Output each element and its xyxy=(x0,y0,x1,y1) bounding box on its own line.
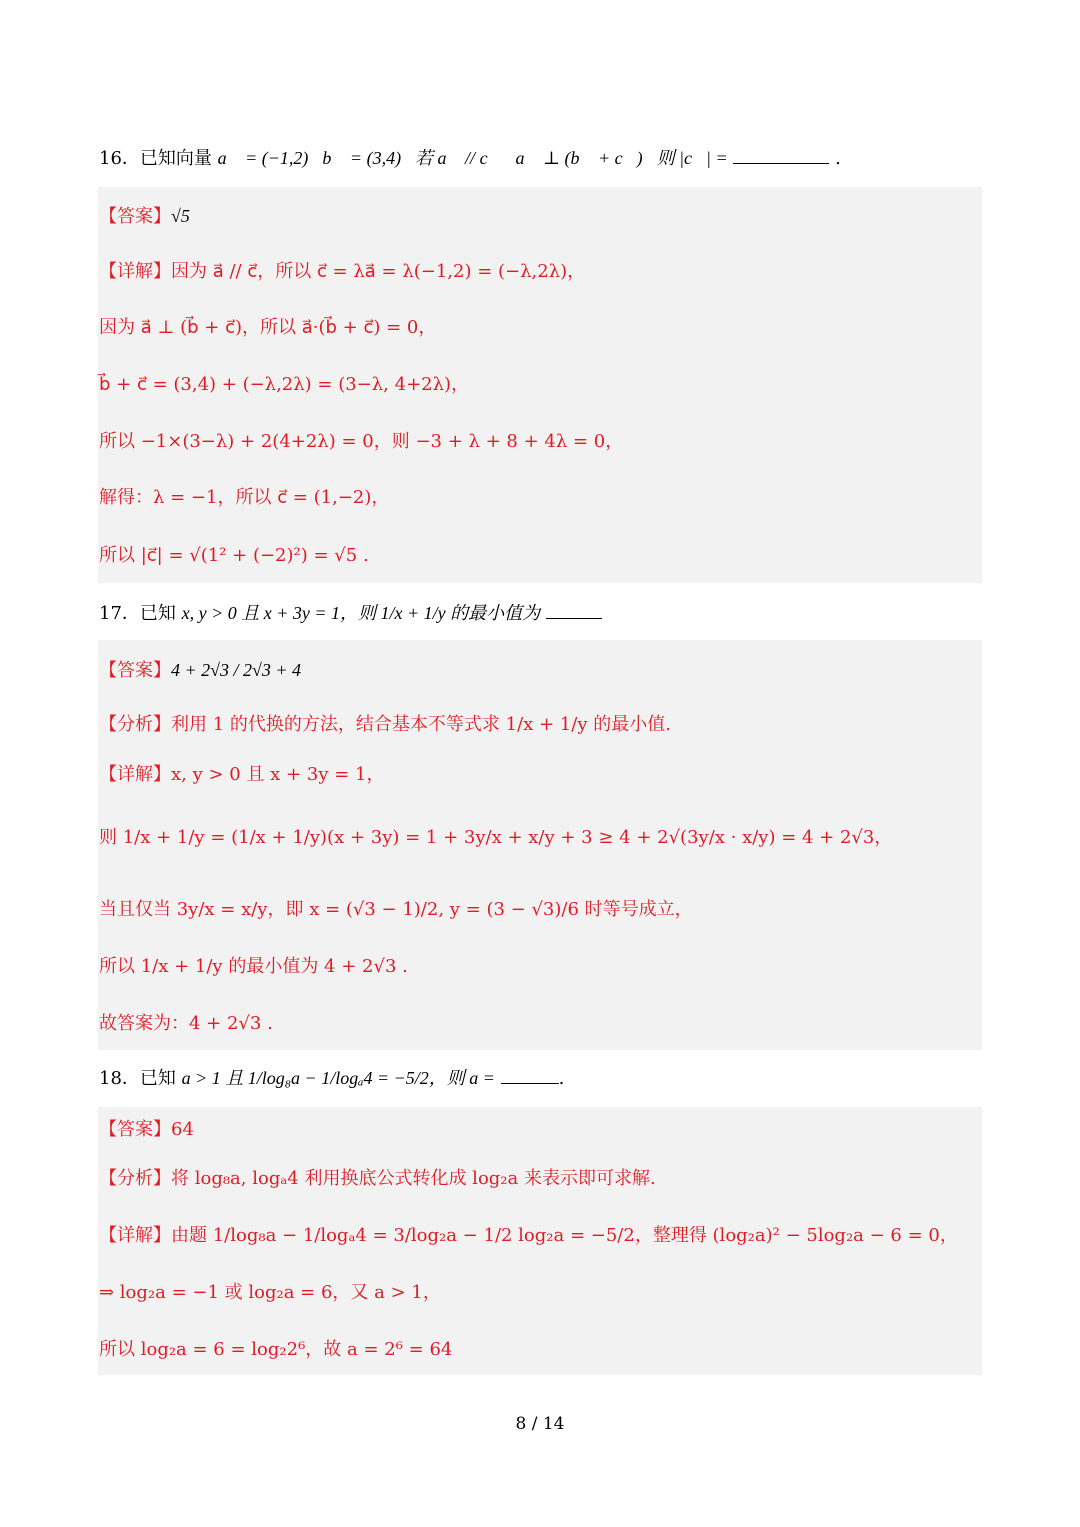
q16-detail-3: b⃗ + c⃗ = (3,4) + (−λ,2λ) = (3−λ, 4+2λ)， xyxy=(99,374,470,395)
q16-math: a⃗ = (−1,2)，b⃗ = (3,4)，若 a⃗ // c⃗，a⃗ ⊥ (b⃗ + c⃗)，则 |c⃗| = xyxy=(217,148,728,168)
q18-stem: 18．已知 a > 1 且 1/log₈a − 1/logₐ4 = −5/2，则 a = . xyxy=(99,1068,565,1089)
q17-detail-2: 则 1/x + 1/y = (1/x + 1/y)(x + 3y) = 1 + 3y/x + x/y + 3 ≥ 4 + 2√(3y/x · x/y) = 4 + 2√3， xyxy=(99,827,893,848)
q17-detail-1: 【详解】x, y > 0 且 x + 3y = 1， xyxy=(99,764,385,785)
page-number: 8 / 14 xyxy=(515,1414,565,1434)
q16-blank xyxy=(733,163,829,164)
q18-blank xyxy=(501,1083,559,1084)
q18-label: 18．已知 xyxy=(99,1068,176,1089)
q17-stem xyxy=(99,601,602,626)
q17-detail-3: 当且仅当 3y/x = x/y，即 x = (√3 − 1)/2, y = (3 − √3)/6 时等号成立， xyxy=(99,899,693,920)
q16-label: 16．已知向量 xyxy=(99,148,212,169)
q16-detail-2: 因为 a⃗ ⊥ (b⃗ + c⃗)，所以 a⃗·(b⃗ + c⃗) = 0， xyxy=(99,317,437,338)
q17-math: x, y > 0 且 x + 3y = 1，则 1/x + 1/y 的最小值为 xyxy=(181,603,541,623)
q17-label: 17．已知 xyxy=(99,603,176,624)
q16-answer: 【答案】√5 xyxy=(99,206,190,227)
q18-detail-1: 【详解】由题 1/log₈a − 1/logₐ4 = 3/log₂a − 1/2 log₂a = −5/2，整理得 (log₂a)² − 5log₂a − 6 = 0， xyxy=(99,1225,958,1246)
q18-answer: 【答案】64 xyxy=(99,1119,194,1140)
q18-analysis: 【分析】将 log₈a, logₐ4 利用换底公式转化成 log₂a 来表示即可求解. xyxy=(99,1168,656,1189)
q17-detail-5: 故答案为：4 + 2√3 . xyxy=(99,1013,273,1034)
q16-detail-4: 所以 −1×(3−λ) + 2(4+2λ) = 0，则 −3 + λ + 8 + 4λ = 0， xyxy=(99,431,624,452)
q18-math: a > 1 且 1/log₈a − 1/logₐ4 = −5/2，则 a = xyxy=(181,1068,495,1088)
q17-analysis: 【分析】利用 1 的代换的方法，结合基本不等式求 1/x + 1/y 的最小值. xyxy=(99,714,671,735)
q17-detail-4: 所以 1/x + 1/y 的最小值为 4 + 2√3 . xyxy=(99,956,408,977)
q18-detail-2: ⇒ log₂a = −1 或 log₂a = 6，又 a > 1， xyxy=(99,1282,441,1303)
q17-answer: 【答案】4 + 2√3 / 2√3 + 4 xyxy=(99,660,302,681)
q16-detail-5: 解得：λ = −1，所以 c⃗ = (1,−2)， xyxy=(99,487,390,508)
q16-stem: 16．已知向量 a⃗ = (−1,2)，b⃗ = (3,4)，若 a⃗ // c⃗，a⃗ ⊥ (b⃗ + c⃗)，则 |c⃗| = . xyxy=(99,148,841,169)
q17-blank xyxy=(546,618,602,619)
q18-detail-3: 所以 log₂a = 6 = log₂2⁶，故 a = 2⁶ = 64 xyxy=(99,1339,453,1360)
q16-detail-6: 所以 |c⃗| = √(1² + (−2)²) = √5 . xyxy=(99,545,369,566)
q16-detail-1: 【详解】因为 a⃗ // c⃗，所以 c⃗ = λa⃗ = λ(−1,2) = (−λ,2λ)， xyxy=(99,261,586,282)
